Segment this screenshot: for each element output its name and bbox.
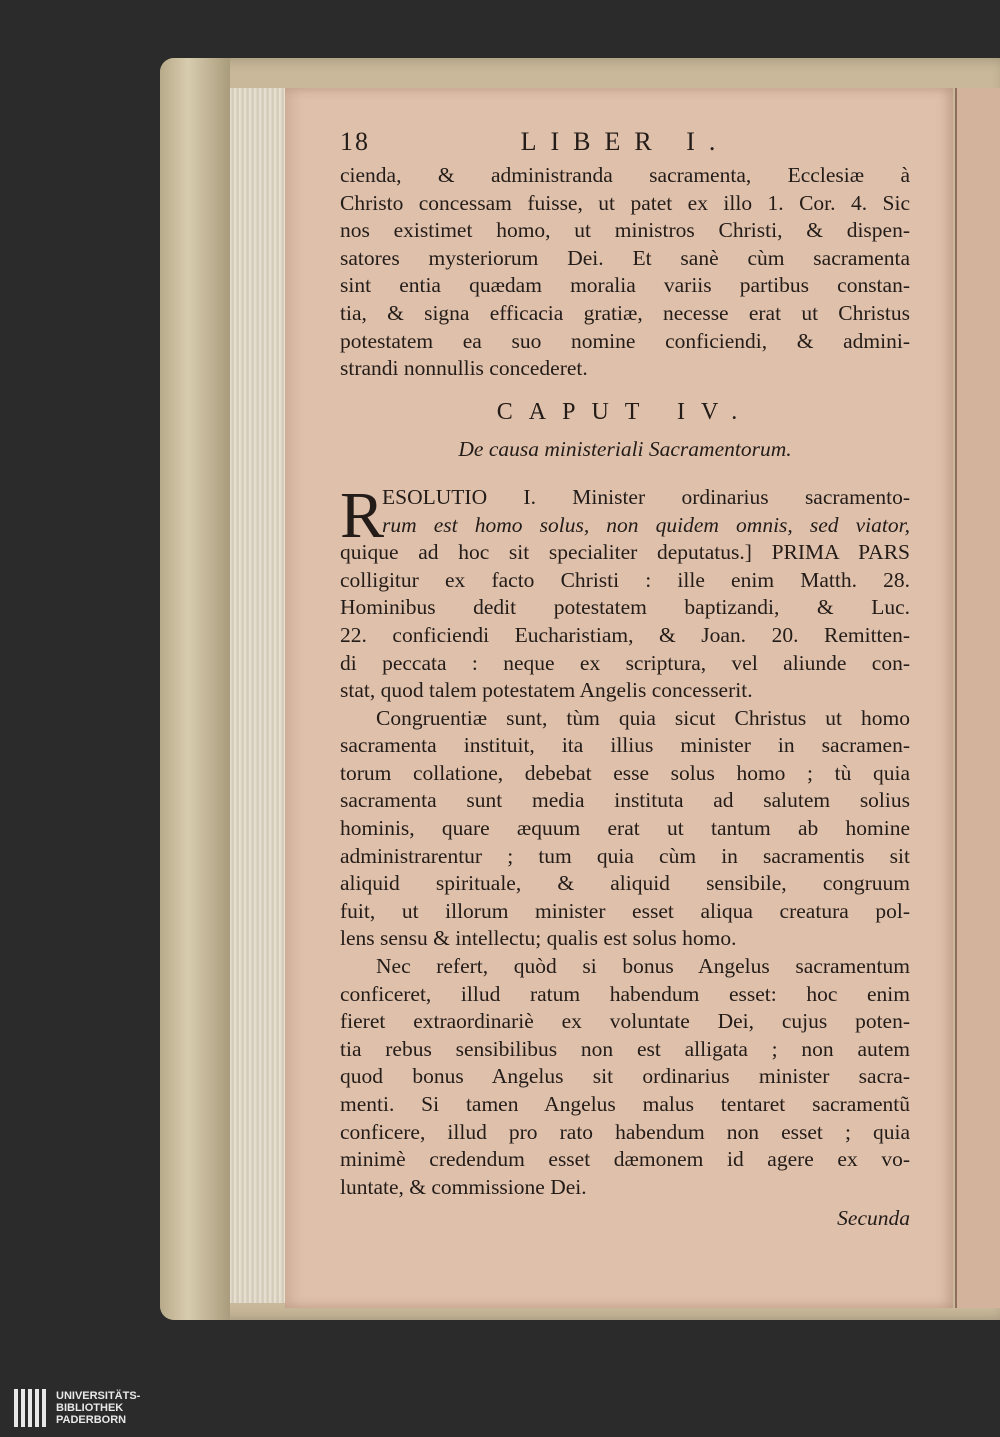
text-line: Hominibus dedit potestatem baptizandi, & Luc. [340, 595, 910, 620]
text-line: lens sensu & intellectu; qualis est solus homo. [340, 926, 737, 951]
text-line: strandi nonnullis concederet. [340, 356, 588, 381]
text-line: Christo concessam fuisse, ut patet ex illo 1. Cor. 4. Sic [340, 190, 910, 215]
text-line: nos existimet homo, ut ministros Christi, & dispen- [340, 218, 910, 243]
congruentia-paragraph [340, 705, 910, 953]
text-line: administrarentur ; tum quia cùm in sacramentis sit [340, 843, 910, 868]
logo-line: PADERBORN [56, 1414, 127, 1426]
text-line: quique ad hoc sit specialiter deputatus.] PRIMA PARS [340, 540, 910, 565]
resolutio-paragraph [340, 478, 910, 705]
page-number: 18 [340, 127, 370, 156]
text-line: menti. Si tamen Angelus malus tentaret sacramentũ [340, 1092, 910, 1116]
chapter-title: CAPUT IV. [496, 398, 754, 425]
logo-line: BIBLIOTHEK [56, 1402, 124, 1414]
text-line: sacramenta sunt media instituta ad salutem solius [340, 788, 910, 813]
text-line: aliquid spirituale, & aliquid sensibile, congruum [340, 871, 910, 896]
text-line: sint entia quædam moralia variis partibus constan- [340, 273, 910, 298]
text-line: fuit, ut illorum minister esset aliqua creatura pol- [340, 898, 910, 923]
drop-cap: R [340, 478, 385, 552]
library-logo [14, 1386, 140, 1430]
text-line: potestatem ea suo nomine conficiendi, & admini- [340, 328, 910, 353]
text-line: satores mysteriorum Dei. Et sanè cùm sacramenta [340, 245, 910, 270]
text-line: colligitur ex facto Christi : ille enim Matth. 28. [340, 567, 910, 592]
page-text-block [340, 128, 910, 1233]
text-line: fieret extraordinariè ex voluntate Dei, cujus poten- [340, 1009, 910, 1034]
text-line: stat, quod talem potestatem Angelis concesserit. [340, 678, 753, 703]
text-line: di peccata : neque ex scriptura, vel aliunde con- [340, 650, 910, 675]
text-line: torum collatione, debebat esse solus homo ; tù quia [340, 760, 910, 785]
text-line: hominis, quare æquum erat ut tantum ab homine [340, 816, 910, 841]
chapter-subtitle: De causa ministeriali Sacramentorum. [458, 437, 792, 462]
logo-line: UNIVERSITÄTS- [56, 1390, 141, 1402]
page-edges [230, 88, 292, 1303]
text-line: minimè credendum esset dæmonem id agere ex vo- [340, 1147, 910, 1172]
nec-refert-paragraph [340, 953, 910, 1201]
vellum-cover-edge [160, 58, 230, 1320]
intro-paragraph [340, 162, 910, 383]
text-line: sacramenta instituit, ita illius minister in sacramen- [340, 733, 910, 758]
text-line: quod bonus Angelus sit ordinarius minister sacra- [340, 1064, 910, 1089]
page-header [340, 128, 910, 162]
text-line: conficere, illud pro rato habendum non esset ; quia [340, 1119, 910, 1144]
text-line: tia rebus sensibilibus non est alligata ; non autem [340, 1036, 910, 1061]
text-line: cienda, & administranda sacramenta, Ecclesiæ à [340, 163, 910, 187]
text-line: rum est homo solus, non quidem omnis, sed viator, [382, 512, 910, 537]
text-line: Congruentiæ sunt, tùm quia sicut Christus ut homo [376, 705, 910, 730]
text-line: luntate, & commissione Dei. [340, 1174, 587, 1199]
text-line: ESOLUTIO I. Minister ordinarius sacramento- [382, 484, 910, 509]
logo-text [56, 1390, 140, 1426]
text-line: 22. conficiendi Eucharistiam, & Joan. 20. Remitten- [340, 622, 910, 647]
text-line: conficeret, illud ratum habendum esset: hoc enim [340, 981, 910, 1006]
text-line: Nec refert, quòd si bonus Angelus sacramentum [376, 954, 910, 979]
running-head: LIBER I. [520, 127, 730, 156]
facing-page-edge [955, 88, 1000, 1308]
catchword: Secunda [837, 1206, 910, 1231]
logo-bars-icon [14, 1389, 46, 1427]
text-line: tia, & signa efficacia gratiæ, necesse erat ut Christus [340, 300, 910, 325]
